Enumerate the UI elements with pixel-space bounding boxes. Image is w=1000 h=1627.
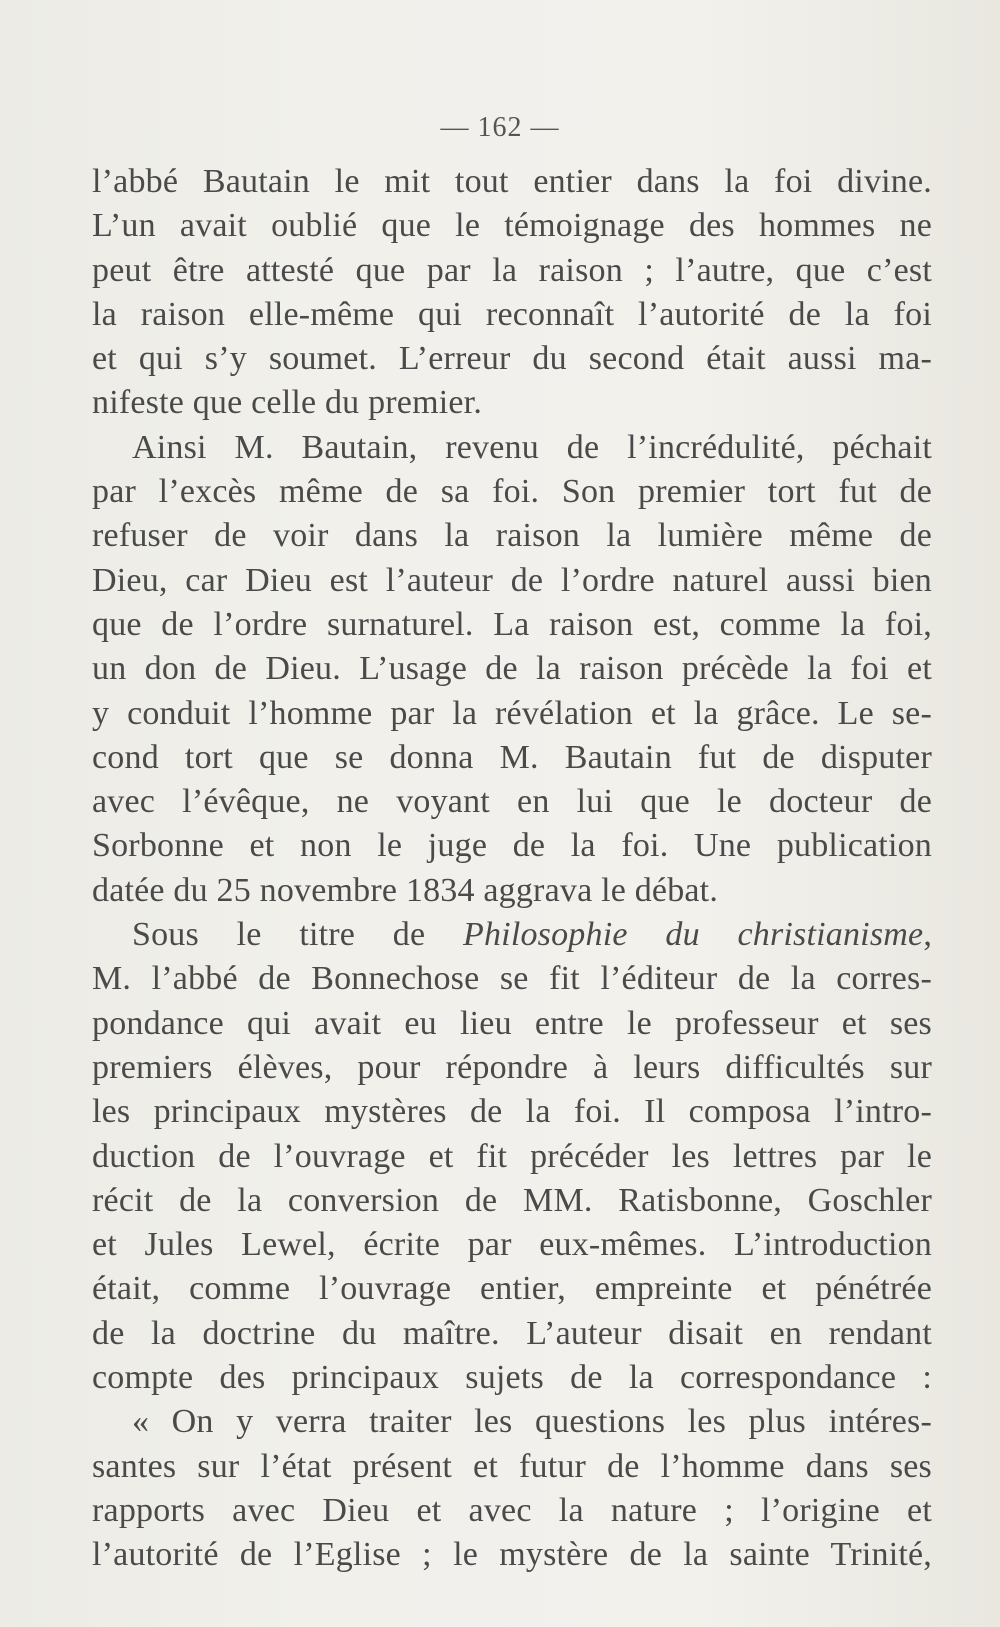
text-line: les principaux mystères de la foi. Il composa l’intro- xyxy=(92,1093,932,1131)
text-line: datée du 25 novembre 1834 aggrava le débat. xyxy=(92,871,719,909)
text-line: récit de la conversion de MM. Ratisbonne, Goschler xyxy=(92,1181,932,1219)
text-line: était, comme l’ouvrage entier, empreinte et pénétrée xyxy=(92,1270,932,1308)
text-line: rapports avec Dieu et avec la nature ; l’origine et xyxy=(92,1491,932,1529)
page-number: — 162 — xyxy=(440,112,560,143)
text-line: nifeste que celle du premier. xyxy=(92,384,483,422)
text-line: la raison elle-même qui reconnaît l’autorité de la foi xyxy=(92,295,932,333)
text-line: L’un avait oublié que le témoignage des hommes ne xyxy=(92,207,932,245)
text-line: M. l’abbé de Bonnechose se fit l’éditeur de la corres- xyxy=(92,960,932,998)
text-line: refuser de voir dans la raison la lumière même de xyxy=(92,517,932,555)
text-line: Sorbonne et non le juge de la foi. Une publication xyxy=(92,827,932,865)
text-line: Dieu, car Dieu est l’auteur de l’ordre naturel aussi bien xyxy=(92,561,932,599)
text-line: « On y verra traiter les questions les plus intéres- xyxy=(132,1403,932,1441)
italic-title: Philosophie du christianisme xyxy=(463,916,924,954)
text-line: compte des principaux sujets de la correspondance : xyxy=(92,1359,932,1397)
text-span: Sous le titre de xyxy=(132,916,464,954)
text-line: que de l’ordre surnaturel. La raison est, comme la foi, xyxy=(92,605,932,643)
text-span: , xyxy=(923,916,933,954)
text-line: et qui s’y soumet. L’erreur du second était aussi ma- xyxy=(92,340,932,378)
text-line: avec l’évêque, ne voyant en lui que le docteur de xyxy=(92,783,932,821)
text-line: premiers élèves, pour répondre à leurs difficultés sur xyxy=(92,1048,932,1086)
text-line: y conduit l’homme par la révélation et la grâce. Le se- xyxy=(92,694,932,732)
text-line: l’autorité de l’Eglise ; le mystère de la sainte Trinité, xyxy=(92,1536,932,1574)
text-line: l’abbé Bautain le mit tout entier dans la foi divine. xyxy=(92,163,932,200)
text-line: et Jules Lewel, écrite par eux-mêmes. L’introduction xyxy=(92,1226,932,1264)
text-line: par l’excès même de sa foi. Son premier tort fut de xyxy=(92,473,932,511)
text-line: un don de Dieu. L’usage de la raison précède la foi et xyxy=(92,650,932,688)
body-text xyxy=(92,160,932,1578)
text-line: peut être attesté que par la raison ; l’autre, que c’est xyxy=(92,251,932,289)
text-line: de la doctrine du maître. L’auteur disait en rendant xyxy=(92,1314,932,1352)
text-line: Ainsi M. Bautain, revenu de l’incrédulité, péchait xyxy=(132,428,932,466)
text-line: cond tort que se donna M. Bautain fut de disputer xyxy=(92,738,932,776)
text-line: pondance qui avait eu lieu entre le professeur et ses xyxy=(92,1004,932,1042)
text-line xyxy=(92,913,932,957)
text-line: santes sur l’état présent et futur de l’homme dans ses xyxy=(92,1447,932,1485)
text-line: duction de l’ouvrage et fit précéder les lettres par le xyxy=(92,1137,932,1175)
